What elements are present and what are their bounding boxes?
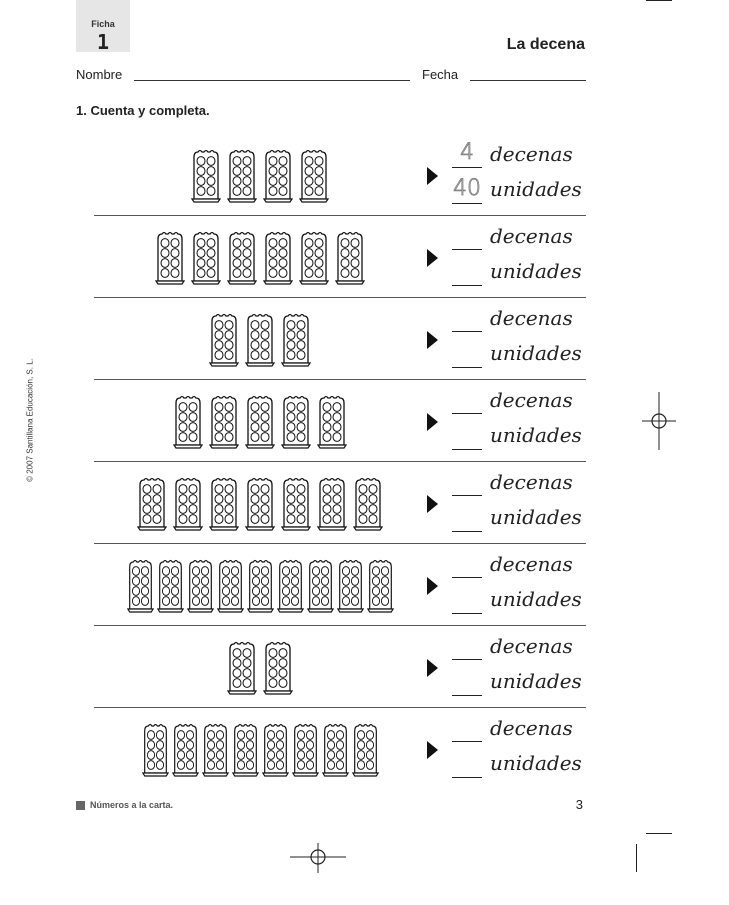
egg-carton-icon [317, 393, 347, 449]
decenas-label: decenas [490, 388, 573, 412]
unidades-label: unidades [490, 505, 582, 529]
egg-carton-icon [173, 393, 203, 449]
decenas-answer-field[interactable] [452, 495, 482, 496]
egg-cartons [94, 380, 426, 462]
decenas-answer-field[interactable] [452, 659, 482, 660]
egg-carton-icon [217, 557, 244, 613]
decenas-label: decenas [490, 306, 573, 330]
exercise-row [94, 380, 586, 462]
unidades-answer-field[interactable] [452, 285, 482, 286]
egg-cartons [94, 626, 426, 708]
exercise-row [94, 298, 586, 380]
egg-carton-icon [299, 147, 329, 203]
egg-carton-icon [353, 475, 383, 531]
egg-carton-icon [157, 557, 184, 613]
egg-carton-icon [209, 393, 239, 449]
decenas-label: decenas [490, 634, 573, 658]
crop-mark-top-right [646, 0, 672, 1]
decenas-answer-value: 4 [460, 140, 474, 165]
ficha-label: Ficha [91, 19, 115, 29]
unidades-answer-field[interactable] [452, 449, 482, 450]
decenas-answer-field[interactable] [452, 577, 482, 578]
exercise-row [94, 544, 586, 626]
egg-carton-icon [155, 229, 185, 285]
decenas-answer-field[interactable] [452, 413, 482, 414]
exercise-instruction: 1. Cuenta y completa. [76, 103, 210, 118]
egg-carton-icon [263, 147, 293, 203]
egg-cartons [94, 708, 426, 790]
exercise-row [94, 708, 586, 790]
unidades-answer-field[interactable] [452, 777, 482, 778]
decenas-answer-field[interactable] [452, 249, 482, 250]
unidades-answer-field[interactable] [452, 203, 482, 204]
egg-carton-icon [142, 721, 169, 777]
exercise-row [94, 462, 586, 544]
arrow-right-icon [427, 167, 438, 185]
egg-carton-icon [191, 229, 221, 285]
egg-carton-icon [277, 557, 304, 613]
egg-cartons [94, 298, 426, 380]
egg-carton-icon [281, 393, 311, 449]
unidades-label: unidades [490, 587, 582, 611]
egg-carton-icon [335, 229, 365, 285]
egg-carton-icon [232, 721, 259, 777]
decenas-label: decenas [490, 470, 573, 494]
egg-carton-icon [227, 229, 257, 285]
arrow-right-icon [427, 741, 438, 759]
registration-mark-right [642, 392, 676, 450]
egg-carton-icon [137, 475, 167, 531]
egg-carton-icon [263, 229, 293, 285]
date-label: Fecha [422, 67, 459, 82]
egg-carton-icon [209, 475, 239, 531]
egg-carton-icon [172, 721, 199, 777]
egg-cartons [94, 216, 426, 298]
egg-carton-icon [209, 311, 239, 367]
name-field[interactable] [134, 80, 410, 81]
arrow-right-icon [427, 413, 438, 431]
arrow-right-icon [427, 495, 438, 513]
egg-carton-icon [337, 557, 364, 613]
arrow-right-icon [427, 249, 438, 267]
egg-carton-icon [281, 475, 311, 531]
egg-carton-icon [322, 721, 349, 777]
crop-mark-bottom-right-v [636, 844, 637, 872]
unidades-label: unidades [490, 751, 582, 775]
page-number: 3 [575, 797, 583, 812]
unidades-label: unidades [490, 669, 582, 693]
unidades-answer-field[interactable] [452, 367, 482, 368]
egg-carton-icon [187, 557, 214, 613]
crop-mark-bottom-right-h [646, 833, 672, 834]
egg-cartons [94, 544, 426, 626]
egg-carton-icon [299, 229, 329, 285]
egg-carton-icon [245, 311, 275, 367]
egg-cartons [94, 462, 426, 544]
decenas-label: decenas [490, 224, 573, 248]
footer-series: Números a la carta. [90, 800, 174, 810]
egg-carton-icon [191, 147, 221, 203]
egg-carton-icon [262, 721, 289, 777]
egg-carton-icon [173, 475, 203, 531]
unidades-label: unidades [490, 423, 582, 447]
egg-carton-icon [352, 721, 379, 777]
exercise-row [94, 216, 586, 298]
unidades-label: unidades [490, 341, 582, 365]
copyright-text: © 2007 Santillana Educación, S. L. [25, 358, 35, 482]
egg-carton-icon [227, 639, 257, 695]
unidades-label: unidades [490, 177, 582, 201]
egg-carton-icon [202, 721, 229, 777]
egg-carton-icon [227, 147, 257, 203]
egg-carton-icon [245, 393, 275, 449]
decenas-label: decenas [490, 142, 573, 166]
egg-carton-icon [247, 557, 274, 613]
unidades-label: unidades [490, 259, 582, 283]
decenas-label: decenas [490, 716, 573, 740]
unidades-answer-field[interactable] [452, 695, 482, 696]
registration-mark-bottom [290, 843, 346, 873]
egg-carton-icon [292, 721, 319, 777]
arrow-right-icon [427, 577, 438, 595]
exercise-row [94, 134, 586, 216]
egg-carton-icon [245, 475, 275, 531]
egg-carton-icon [263, 639, 293, 695]
unidades-answer-field[interactable] [452, 531, 482, 532]
egg-carton-icon [281, 311, 311, 367]
page-title: La decena [506, 36, 585, 53]
date-field[interactable] [470, 80, 586, 81]
unidades-answer-value: 40 [453, 176, 481, 201]
egg-carton-icon [127, 557, 154, 613]
egg-carton-icon [367, 557, 394, 613]
egg-cartons [94, 134, 426, 216]
decenas-answer-field[interactable] [452, 167, 482, 168]
ficha-box [76, 0, 130, 52]
egg-carton-icon [307, 557, 334, 613]
unidades-answer-field[interactable] [452, 613, 482, 614]
footer-square-icon [76, 801, 85, 810]
exercise-row [94, 626, 586, 708]
arrow-right-icon [427, 659, 438, 677]
ficha-number: 1 [96, 30, 110, 54]
arrow-right-icon [427, 331, 438, 349]
name-label: Nombre [76, 67, 123, 82]
egg-carton-icon [317, 475, 347, 531]
decenas-answer-field[interactable] [452, 741, 482, 742]
decenas-label: decenas [490, 552, 573, 576]
decenas-answer-field[interactable] [452, 331, 482, 332]
